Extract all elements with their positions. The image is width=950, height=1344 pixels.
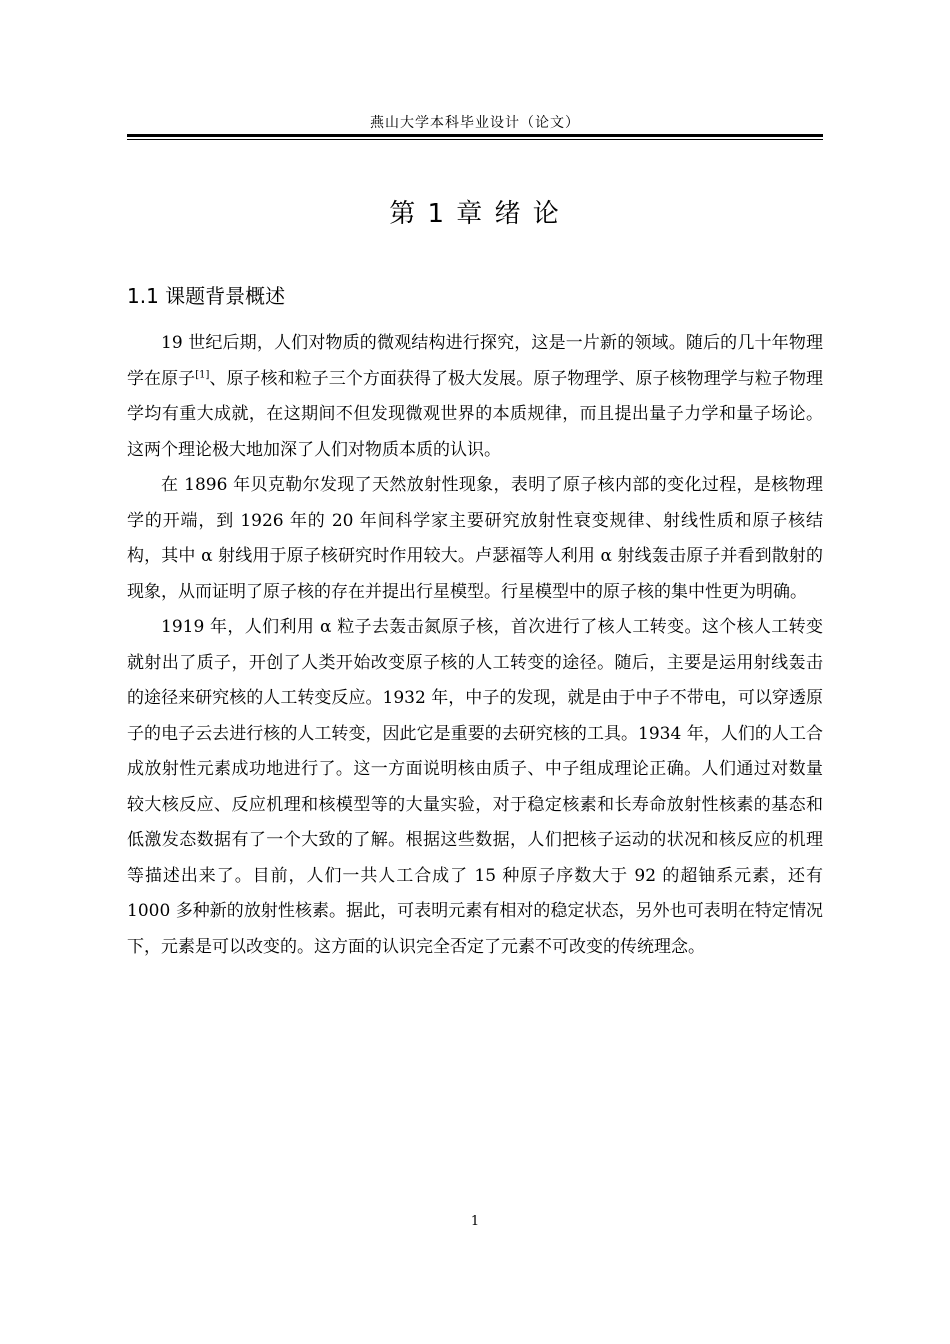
citation-1: [1] bbox=[195, 368, 210, 380]
paragraph-1-text-after: 、原子核和粒子三个方面获得了极大发展。原子物理学、原子核物理学与粒子物理学均有重大成就，在这期间不但发现微观世界的本质规律，而且提出量子力学和量子场论。这两个理论极大地加深了人们对物质本质的认识。 bbox=[127, 368, 824, 460]
page-header: 燕山大学本科毕业设计（论文） bbox=[370, 115, 580, 131]
page-number: 1 bbox=[470, 1214, 480, 1229]
chapter-title: 第 1 章 绪 论 bbox=[389, 199, 561, 229]
paragraph-2: 在 1896 年贝克勒尔发现了天然放射性现象，表明了原子核内部的变化过程，是核物理学的开端，到 1926 年的 20 年间科学家主要研究放射性衰变规律、射线性质和原子核结构，其中 α 射线用于原子核研究时作用较大。卢瑟福等人利用 α 射线轰击原子并看到散射的现象，从而证明了原子核的存在并提出行星模型。行星模型中的原子核的集中性更为明确。 bbox=[127, 475, 823, 602]
paragraph-1-text-before: 19 世纪后期，人们对物质的微观结构进行探究，这是一片新的领域。随后的几十年物理学在原子 bbox=[127, 333, 823, 389]
header-rule-thick bbox=[127, 134, 823, 137]
body-text bbox=[127, 326, 823, 965]
paragraph-1 bbox=[127, 326, 823, 468]
header-rule-thin bbox=[127, 139, 823, 140]
section-title: 1.1 课题背景概述 bbox=[127, 284, 286, 308]
paragraph-3: 1919 年，人们利用 α 粒子去轰击氮原子核，首次进行了核人工转变。这个核人工转变就射出了质子，开创了人类开始改变原子核的人工转变的途径。随后，主要是运用射线轰击的途径来研究核的人工转变反应。1932 年，中子的发现，就是由于中子不带电，可以穿透原子的电子云去进行核的人工转变，因此它是重要的去研究核的工具。1934 年，人们的人工合成放射性元素成功地进行了。这一方面说明核由质子、中子组成理论正确。人们通过对数量较大核反应、反应机理和核模型等的大量实验，对于稳定核素和长寿命放射性核素的基态和低激发态数据有了一个大致的了解。根据这些数据，人们把核子运动的状况和核反应的机理等描述出来了。目前，人们一共人工合成了 15 种原子序数大于 92 的超铀系元素，还有 1000 多种新的放射性核素。据此，可表明元素有相对的稳定状态，另外也可表明在特定情况下，元素是可以改变的。这方面的认识完全否定了元素不可改变的传统理念。 bbox=[127, 617, 823, 957]
